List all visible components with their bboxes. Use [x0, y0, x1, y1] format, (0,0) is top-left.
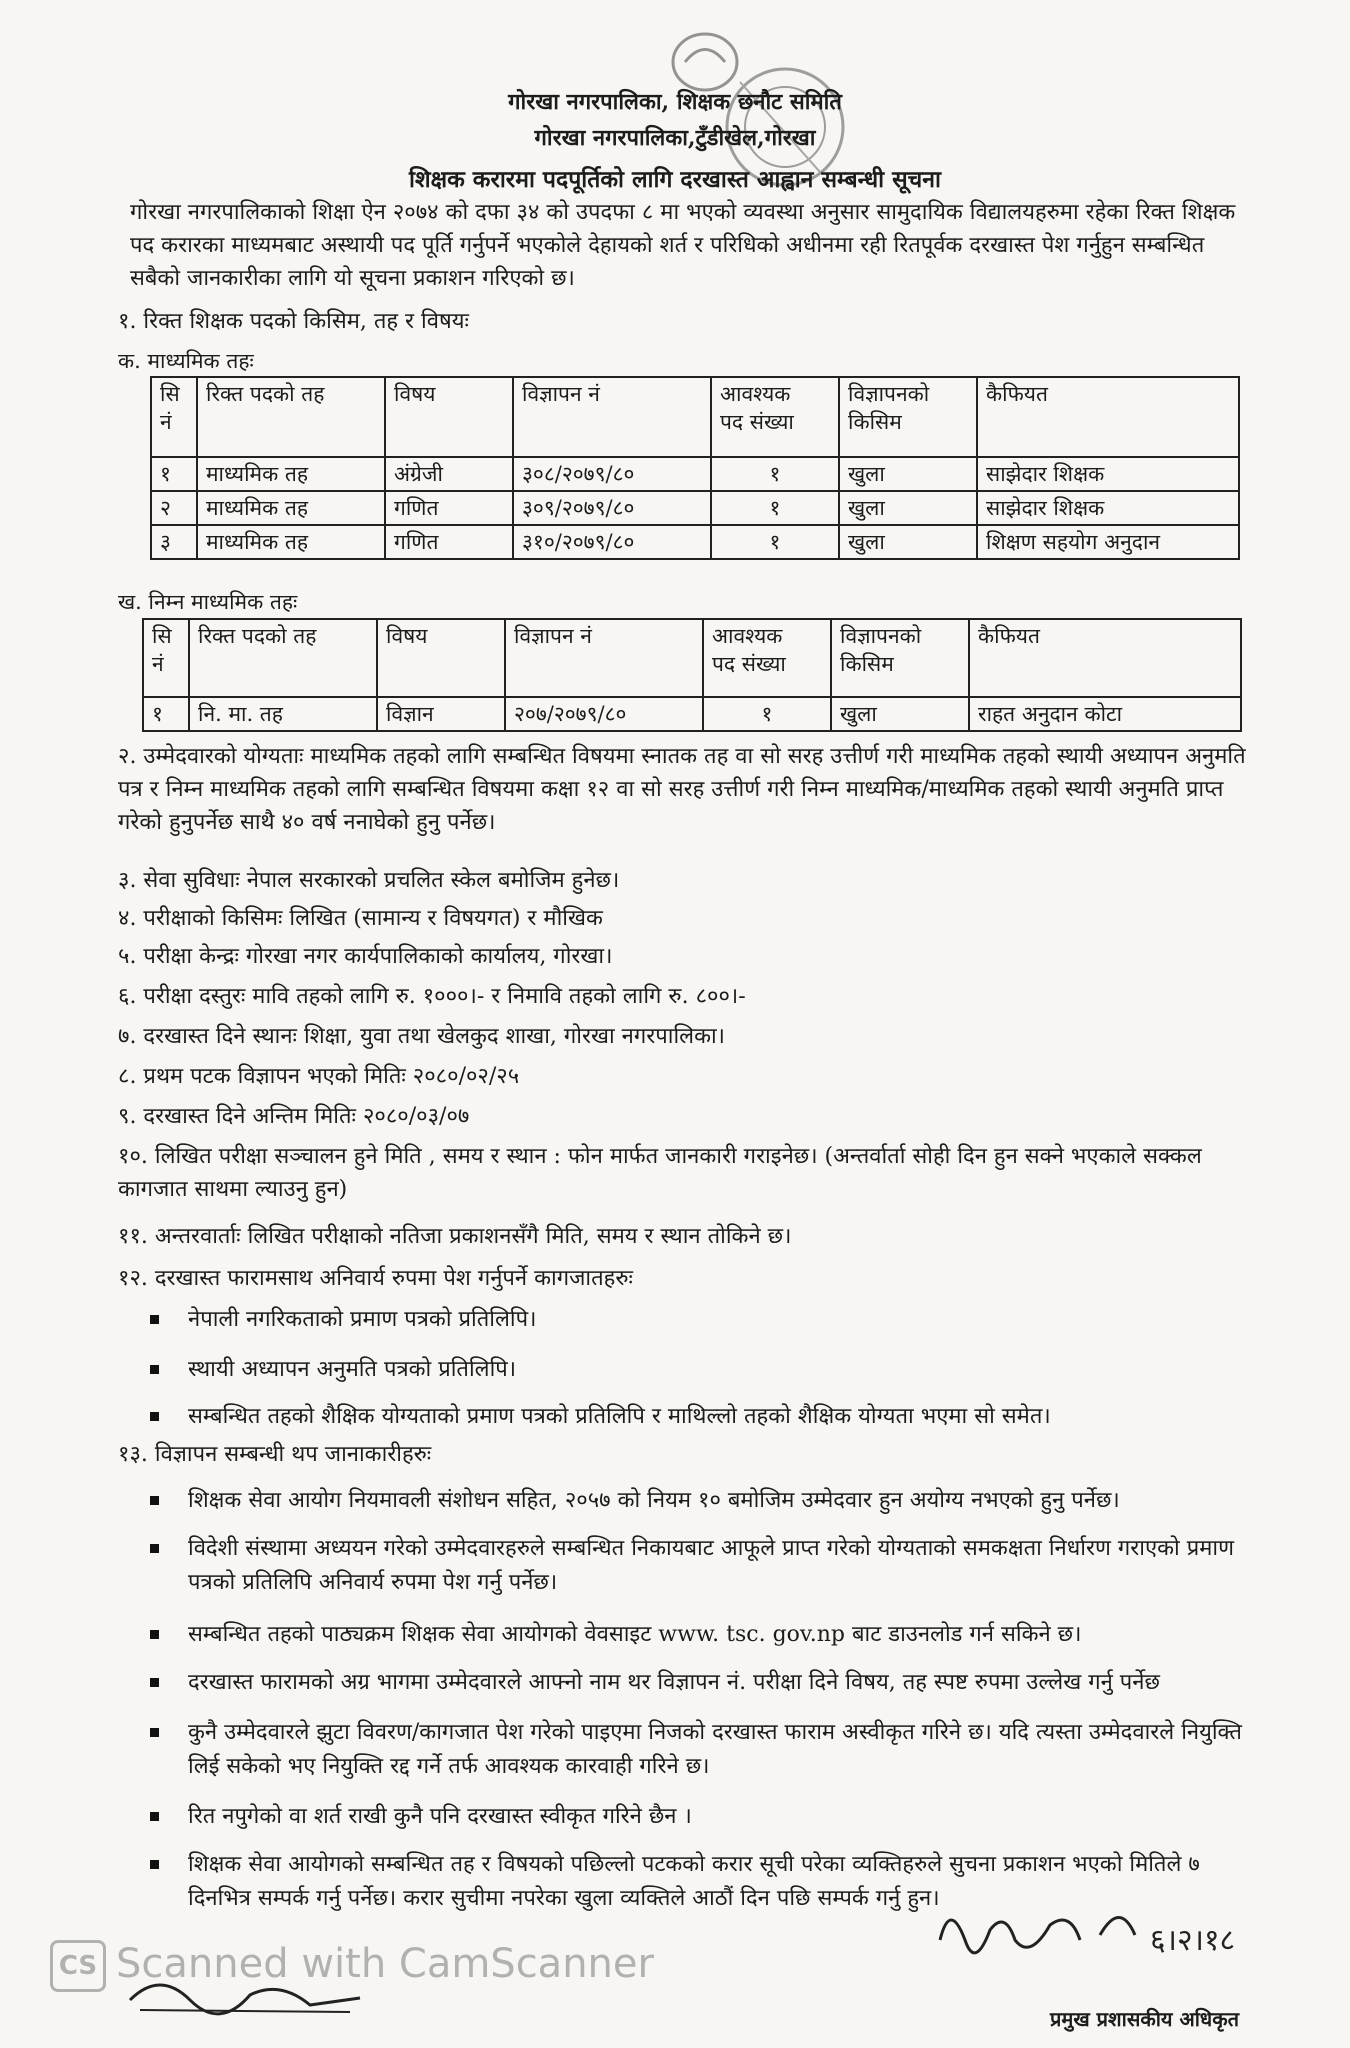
cell-remarks: राहत अनुदान कोटा — [969, 697, 1241, 731]
notice-title: शिक्षक करारमा पदपूर्तिको लागि दरखास्त आह्वान सम्बन्धी सूचना — [409, 166, 941, 193]
header-cell-type: विज्ञापनको किसिम — [831, 619, 969, 697]
cell-subject: गणित — [385, 525, 513, 559]
item-8: ८. प्रथम पटक विज्ञापन भएको मितिः २०८०/०२/२५ — [118, 1064, 520, 1089]
secondary-level-table — [150, 376, 1240, 560]
item-7: ७. दरखास्त दिने स्थानः शिक्षा, युवा तथा खेलकुद शाखा, गोरखा नगरपालिका। — [118, 1024, 726, 1049]
table-row — [151, 525, 1239, 559]
item-12-title: १२. दरखास्त फारामसाथ अनिवार्य रुपमा पेश गर्नुपर्ने कागजातहरुः — [118, 1266, 633, 1291]
list-item-text: शिक्षक सेवा आयोगको सम्बन्धित तह र विषयको पछिल्लो पटकको करार सूची परेका व्यक्तिहरुले सुचना प्रकाशन भएको मितिले ७ दिनभित्र सम्पर्क गर्नु पर्नेछ। करार सुचीमा नपरेका खुला व्यक्तिले आठौं दिन पछि सम्पर्क गर्नु हुन। — [188, 1852, 1200, 1911]
cell-type: खुला — [839, 525, 977, 559]
officer-title: प्रमुख प्रशासकीय अधिकृत — [1050, 2007, 1239, 2031]
table-header-row — [143, 619, 1241, 697]
cell-adno: २०७/२०७९/८० — [505, 697, 703, 731]
cell-subject: विज्ञान — [377, 697, 505, 731]
bullet-icon — [150, 1315, 159, 1324]
header-cell-adno: विज्ञापन नं — [505, 619, 703, 697]
cell-level: माध्यमिक तह — [197, 525, 385, 559]
cell-type: खुला — [839, 457, 977, 491]
bullet-icon — [150, 1728, 159, 1737]
header-cell-subject: विषय — [377, 619, 505, 697]
list-item-text: स्थायी अध्यापन अनुमति पत्रको प्रतिलिपि। — [188, 1357, 517, 1382]
header-cell-remarks: कैफियत — [969, 619, 1241, 697]
cell-adno: ३०९/२०७९/८० — [513, 491, 711, 525]
table-row — [151, 491, 1239, 525]
header-cell-remarks: कैफियत — [977, 377, 1239, 457]
cell-posts: १ — [711, 457, 839, 491]
cell-type: खुला — [839, 491, 977, 525]
cell-level: माध्यमिक तह — [197, 491, 385, 525]
item-6: ६. परीक्षा दस्तुरः मावि तहको लागि रु. १०००।- र निमावि तहको लागि रु. ८००।- — [118, 984, 746, 1009]
cell-sn: २ — [151, 491, 197, 525]
bullet-icon — [150, 1630, 159, 1639]
bullet-icon — [150, 1812, 159, 1821]
header-cell-type: विज्ञापनको किसिम — [839, 377, 977, 457]
list-item-text: सम्बन्धित तहको पाठ्यक्रम शिक्षक सेवा आयोगको वेवसाइट www. tsc. gov.np बाट डाउनलोड गर्न सकिने छ। — [188, 1622, 1082, 1647]
secondary-level-label: क. माध्यमिक तहः — [118, 349, 254, 373]
cell-level: माध्यमिक तह — [197, 457, 385, 491]
bullet-icon — [150, 1860, 159, 1869]
qualification-paragraph: २. उम्मेदवारको योग्यताः माध्यमिक तहको लागि सम्बन्धित विषयमा स्नातक तह वा सो सरह उत्तीर्ण गरी माध्यमिक तहको स्थायी अध्यापन अनुमति पत्र र निम्न माध्यमिक तहको लागि सम्बन्धित विषयमा कक्षा १२ वा सो सरह उत्तीर्ण गरी निम्न माध्यमिक/माध्यमिक तहको स्थायी अनुमति प्राप्त गरेको हुनुपर्नेछ साथै ४० वर्ष ननाघेको हुनु पर्नेछ। — [118, 744, 1246, 835]
item-9: ९. दरखास्त दिने अन्तिम मितिः २०८०/०३/०७ — [118, 1104, 470, 1129]
lower-secondary-label: ख. निम्न माध्यमिक तहः — [118, 590, 298, 614]
bullet-icon — [150, 1496, 159, 1505]
table-header-row — [151, 377, 1239, 457]
bullet-icon — [150, 1365, 159, 1374]
list-item-text: विदेशी संस्थामा अध्ययन गरेको उम्मेदवारहरुले सम्बन्धित निकायबाट आफूले प्राप्त गरेको योग्यताको समकक्षता निर्धारण गराएको प्रमाण पत्रको प्रतिलिपि अनिवार्य रुपमा पेश गर्नु पर्नेछ। — [188, 1536, 1234, 1595]
cell-adno: ३१०/२०७९/८० — [513, 525, 711, 559]
header-cell-sn: सि नं — [143, 619, 189, 697]
list-item-text: नेपाली नगरिकताको प्रमाण पत्रको प्रतिलिपि। — [188, 1307, 537, 1332]
header-cell-sn: सि नं — [151, 377, 197, 457]
cell-posts: १ — [703, 697, 831, 731]
item-11: ११. अन्तरवार्ताः लिखित परीक्षाको नतिजा प्रकाशनसँगै मिति, समय र स्थान तोकिने छ। — [118, 1224, 792, 1249]
cell-posts: १ — [711, 525, 839, 559]
header-cell-level: रिक्त पदको तह — [189, 619, 377, 697]
list-item-text: रित नपुगेको वा शर्त राखी कुनै पनि दरखास्त स्वीकृत गरिने छैन । — [188, 1804, 692, 1829]
header-committee: गोरखा नगरपालिका, शिक्षक छनौट समिति — [508, 89, 842, 115]
cell-remarks: साझेदार शिक्षक — [977, 491, 1239, 525]
header-cell-adno: विज्ञापन नं — [513, 377, 711, 457]
bullet-icon — [150, 1544, 159, 1553]
item-13-title: १३. विज्ञापन सम्बन्धी थप जानाकारीहरुः — [118, 1442, 432, 1467]
list-item-text: कुनै उम्मेदवारले झुटा विवरण/कागजात पेश गरेको पाइएमा निजको दरखास्त फाराम अस्वीकृत गरिने छ। यदि त्यस्ता उम्मेदवारले नियुक्ति लिई सकेको भए नियुक्ति रद्द गर्ने तर्फ आवश्यक कारवाही गरिने छ। — [188, 1720, 1242, 1779]
header-cell-posts: आवश्यक पद संख्या — [711, 377, 839, 457]
cell-subject: गणित — [385, 491, 513, 525]
cell-posts: १ — [711, 491, 839, 525]
camscanner-logo-icon: CS — [50, 1940, 106, 1992]
cell-remarks: शिक्षण सहयोग अनुदान — [977, 525, 1239, 559]
header-cell-posts: आवश्यक पद संख्या — [703, 619, 831, 697]
list-item-text: सम्बन्धित तहको शैक्षिक योग्यताको प्रमाण पत्रको प्रतिलिपि र माथिल्लो तहको शैक्षिक योग्यता भएमा सो समेत। — [188, 1404, 1051, 1429]
list-item-text: दरखास्त फारामको अग्र भागमा उम्मेदवारले आफ्नो नाम थर विज्ञापन नं. परीक्षा दिने विषय, तह स्पष्ट रुपमा उल्लेख गर्नु पर्नेछ — [188, 1670, 1160, 1695]
cell-subject: अंग्रेजी — [385, 457, 513, 491]
cell-sn: १ — [143, 697, 189, 731]
cell-remarks: साझेदार शिक्षक — [977, 457, 1239, 491]
table-row — [143, 697, 1241, 731]
left-signature — [120, 1950, 380, 2030]
lower-secondary-table — [142, 618, 1242, 732]
intro-paragraph: गोरखा नगरपालिकाको शिक्षा ऐन २०७४ को दफा ३४ को उपदफा ८ मा भएको व्यवस्था अनुसार सामुदायिक विद्यालयहरुमा रहेका रिक्त शिक्षक पद करारका माध्यमबाट अस्थायी पद पूर्ति गर्नुपर्ने भएकोले देहायको शर्त र परिधिको अधीनमा रही रितपूर्वक दरखास्त पेश गर्नुहुन सम्बन्धित सबैको जानकारीका लागि यो सूचना प्रकाशन गरिएको छ। — [130, 200, 1236, 291]
cell-sn: १ — [151, 457, 197, 491]
header-address: गोरखा नगरपालिका,टुँडीखेल,गोरखा — [534, 125, 816, 151]
signature-date: ६।२।१८ — [1150, 1923, 1236, 1958]
header-cell-subject: विषय — [385, 377, 513, 457]
table-row — [151, 457, 1239, 491]
header-cell-level: रिक्त पदको तह — [197, 377, 385, 457]
cell-level: नि. मा. तह — [189, 697, 377, 731]
cell-adno: ३०८/२०७९/८० — [513, 457, 711, 491]
right-signature — [920, 1880, 1280, 1990]
item-10: १०. लिखित परीक्षा सञ्चालन हुने मिति , समय र स्थान : फोन मार्फत जानकारी गराइनेछ। (अन्तर्वार्ता सोही दिन हुन सक्ने भएकाले सक्कल कागजात साथमा ल्याउनु हुन) — [118, 1144, 1202, 1202]
cell-sn: ३ — [151, 525, 197, 559]
item-5: ५. परीक्षा केन्द्रः गोरखा नगर कार्यपालिकाको कार्यालय, गोरखा। — [118, 944, 613, 969]
item-3: ३. सेवा सुविधाः नेपाल सरकारको प्रचलित स्केल बमोजिम हुनेछ। — [118, 868, 620, 893]
item-4: ४. परीक्षाको किसिमः लिखित (सामान्य र विषयगत) र मौखिक — [118, 906, 603, 931]
cell-type: खुला — [831, 697, 969, 731]
watermark-text: Scanned with CamScanner — [116, 1941, 654, 1987]
bullet-icon — [150, 1412, 159, 1421]
bullet-icon — [150, 1678, 159, 1687]
section1-title: १. रिक्त शिक्षक पदको किसिम, तह र विषयः — [118, 309, 469, 334]
list-item-text: शिक्षक सेवा आयोग नियमावली संशोधन सहित, २०५७ को नियम १० बमोजिम उम्मेदवार हुन अयोग्य नभएको हुनु पर्नेछ। — [188, 1488, 1120, 1513]
